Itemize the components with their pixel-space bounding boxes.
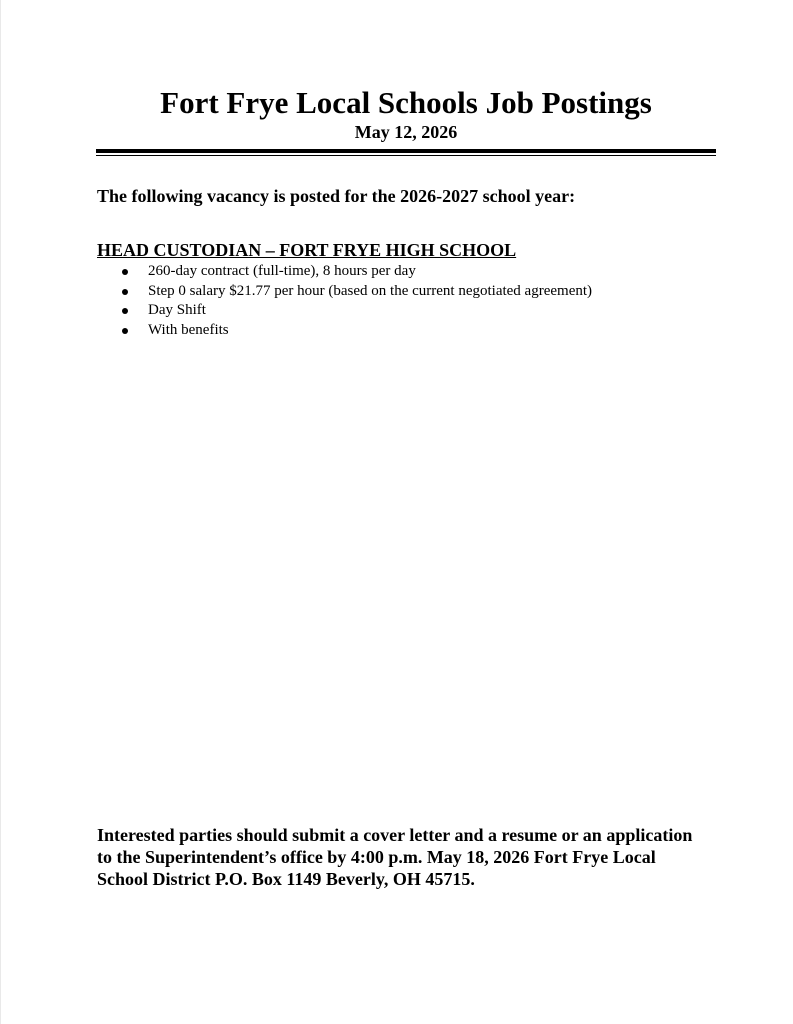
list-item [97,301,717,321]
bullet-icon [122,308,128,314]
bullet-icon [122,289,128,295]
list-item [97,262,717,282]
list-item [97,282,717,302]
header-rule-thin [96,155,716,156]
instructions-line: School District P.O. Box 1149 Beverly, OH 45715. [97,869,475,889]
instructions-line: to the Superintendent’s office by 4:00 p.m. May 18, 2026 Fort Frye Local [97,847,656,867]
position-heading: HEAD CUSTODIAN – FORT FRYE HIGH SCHOOL [97,240,517,260]
position-details-list [97,262,717,340]
application-instructions [97,824,737,890]
detail-text: 260-day contract (full-time), 8 hours per day [148,263,416,279]
detail-text: Step 0 salary $21.77 per hour (based on the current negotiated agreement) [148,282,593,299]
list-item [97,321,717,341]
posting-date: May 12, 2026 [354,122,458,142]
instructions-line: Interested parties should submit a cover letter and a resume or an application [97,825,693,845]
bullet-icon [122,269,128,275]
detail-text: With benefits [148,321,229,338]
header-rule-thick [96,149,716,153]
intro-text: The following vacancy is posted for the 2026-2027 school year: [97,186,576,206]
document-title: Fort Frye Local Schools Job Postings [160,85,652,120]
detail-text: Day Shift [148,302,206,318]
bullet-icon [122,328,128,334]
document-page [1,0,793,1024]
